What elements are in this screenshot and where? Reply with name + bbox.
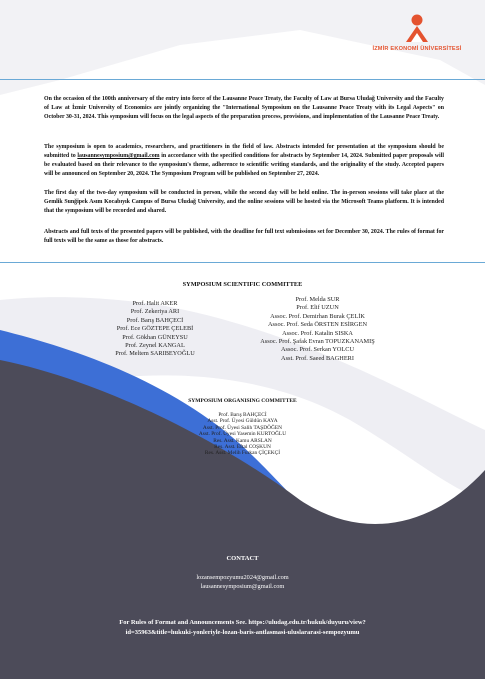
organising-member: Asst. Prof. Üyesi Yasemin KURTOĞLU [198, 431, 287, 438]
contact-title: CONTACT [226, 555, 259, 562]
submission-email-link[interactable]: lausannesymposium@gmail.com [77, 153, 160, 159]
committee-member: Asst. Prof. Saeed BAGHERI [281, 354, 354, 362]
committee-member: Prof. Ece GÖZTEPE ÇELEBİ [116, 325, 194, 333]
organising-member: Asst. Prof. Üyesi Salih TAŞDÖĞEN [202, 424, 283, 431]
committee-member: Assoc. Prof. Demirhan Burak ÇELİK [270, 312, 365, 320]
organising-member: Asst. Prof. Üyesi Güldün KAYA [207, 418, 278, 425]
logo-icon [404, 14, 430, 44]
contact-email[interactable]: lozansempozyumu2024@gmail.com [196, 574, 289, 581]
rules-link-line: For Rules of Format and Announcements See. https://uludag.edu.tr/hukuk/duyuru/view? [119, 619, 366, 626]
committee-member: Assoc. Prof. Şafak Evran TOPUZKANAMIŞ [260, 338, 375, 346]
organising-committee-title: SYMPOSIUM ORGANISING COMMITTEE [188, 398, 297, 404]
rules-link[interactable] [40, 618, 445, 637]
committee-member: Prof. Elif UZUN [296, 304, 339, 312]
scientific-committee-title: SYMPOSIUM SCIENTIFIC COMMITTEE [182, 281, 303, 288]
logo-text: İZMİR EKONOMİ ÜNİVERSİTESİ [372, 46, 462, 52]
submission-paragraph: The symposium is open to academics, researchers, and practitioners in the field of law. Abstracts intended for presentation at the symposium should be submitted to lausannesymposium@gmail.com in accordance with the specified conditions for abstracts by September 14, 2024. Submitted paper proposals will be evaluated based on their relevance to the symposium's theme, adherence to scientific writing standards, and the originality of the study. Accepted papers will be announced on September 20, 2024. The Symposium Program will be published on September 27, 2024. [44, 144, 444, 177]
committee-member: Prof. Barış BAHÇECİ [126, 316, 184, 324]
committee-member: Prof. Meltem SARIBEYOĞLU [115, 350, 195, 358]
divider-top [0, 79, 485, 80]
contact-email[interactable]: lausannesymposium@gmail.com [200, 583, 285, 590]
divider-middle [0, 262, 485, 263]
university-logo [367, 14, 467, 52]
scientific-committee-left [100, 300, 210, 359]
committee-member: Assoc. Prof. Seda ÖRSTEN ESİRGEN [268, 321, 367, 329]
committee-member: Prof. Melda SUR [295, 296, 340, 303]
format-paragraph: The first day of the two-day symposium will be conducted in person, while the second day will be held online. The in-person sessions will take place at the Gemlik Sunğipek Asım Kocabıyık Campus of Bursa Uludağ University, and the online sessions will be hosted via the Microsoft Teams platform. It is intended that the symposium will be recorded and shared. [44, 190, 444, 214]
organising-member: Res. Asst. Eftal COŞKUN [214, 444, 271, 451]
publication-paragraph: Abstracts and full texts of the presented papers will be published, with the deadline for full text submissions set for December 30, 2024. The rules of format for full texts will be the same as those for abstracts. [44, 229, 444, 244]
committee-member: Prof. Halit AKER [132, 300, 178, 307]
organising-member: Res. Asst. Kamu ARSLAN [213, 437, 272, 444]
organising-member: Res. Asst. Melih Furkan ÇİÇEKÇİ [204, 450, 281, 457]
committee-member: Prof. Gökhan GÜNEYSU [122, 333, 188, 341]
committee-member: Assoc. Prof. Serkan YOLCU [280, 346, 355, 354]
organising-member: Prof. Barış BAHÇECİ [218, 412, 267, 418]
rules-link-line: id=35963&title=hukuki-yonleriyle-lozan-baris-antlasmasi-uluslararasi-sempozyumu [125, 628, 360, 636]
committee-member: Assoc. Prof. Katalin SISKA [282, 329, 353, 337]
organising-committee-list [0, 412, 485, 457]
intro-paragraph: On the occasion of the 100th anniversary of the entry into force of the Lausanne Peace Treaty, the Faculty of Law at Bursa Uludağ University and the Faculty of Law at İzmir University of Economics are jointly organizing the "International Symposium on the Lausanne Peace Treaty with its Legal Aspects" on October 30-31, 2024. This symposium will focus on the legal aspects of the preparation process, provisions, and implementation of the Lausanne Peace Treaty. [44, 96, 444, 120]
scientific-committee-right [230, 296, 405, 363]
contact-emails [0, 573, 485, 591]
committee-member: Prof. Zeynel KANGAL [125, 342, 185, 350]
committee-member: Prof. Zekeriya ARI [130, 308, 180, 316]
